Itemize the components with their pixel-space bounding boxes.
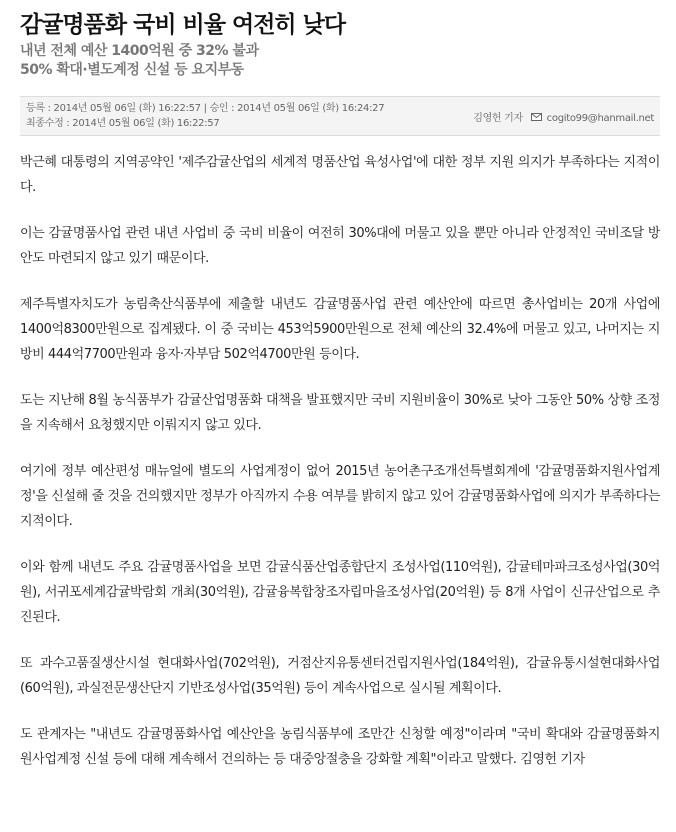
reporter-info [473, 109, 654, 124]
article-paragraph: 도 관계자는 "내년도 감귤명품화사업 예산안을 농림식품부에 조만간 신청할 예정"이라며 "국비 확대와 감귤명품화지원사업계정 신설 등에 대해 계속해서 건의하는 등 대중앙절충을 강화할 계획"이라고 말했다. 김영헌 기자 [20, 727, 660, 767]
article-meta-bar [20, 96, 660, 136]
subtitle-line-2: 50% 확대·별도계정 신설 등 요지부동 [20, 62, 244, 78]
meta-divider: | [203, 103, 210, 114]
subtitle-line-1: 내년 전체 예산 1400억원 중 32% 불과 [20, 43, 259, 59]
reporter-name: 김영헌 기자 [473, 113, 523, 124]
modified-date: 최종수정 : 2014년 05월 06일 (화) 16:22:57 [26, 118, 220, 129]
article-paragraph: 이와 함께 내년도 주요 감귤명품사업을 보면 감귤식품산업종합단지 조성사업(110억원), 감귤테마파크조성사업(30억원), 서귀포세계감귤박람회 개최(30억원), 감귤융복합창조자립마을조성사업(20억원) 등 8개 사업이 신규산업으로 추진된다. [20, 560, 660, 625]
reporter-email[interactable]: cogito99@hanmail.net [546, 113, 654, 124]
approved-date: 승인 : 2014년 05월 06일 (화) 16:24:27 [209, 103, 385, 114]
article-paragraph: 제주특별자치도가 농림축산식품부에 제출할 내년도 감귤명품사업 관련 예산안에 따르면 총사업비는 20개 사업에 1400억8300만원으로 집계됐다. 이 중 국비는 453억5900만원으로 전체 예산의 32.4%에 머물고 있고, 나머지는 지방비 444억7700만원과 융자·자부담 502억4700만원 등이다. [20, 297, 660, 362]
article-paragraph: 여기에 정부 예산편성 매뉴얼에 별도의 사업계정이 없어 2015년 농어촌구조개선특별회계에 '감귤명품화지원사업계정'을 신설해 줄 것을 건의했지만 정부가 아직까지 수용 여부를 밝히지 않고 있어 감귤명품화사업에 의지가 부족하다는 지적이다. [20, 464, 660, 529]
date-row-1 [26, 101, 384, 116]
article-body [20, 150, 660, 793]
article-paragraph: 도는 지난해 8월 농식품부가 감귤산업명품화 대책을 발표했지만 국비 지원비율이 30%로 낮아 그동안 50% 상향 조정을 지속해서 요청했지만 이뤄지지 않고 있다. [20, 393, 660, 433]
article-paragraph: 이는 감귤명품사업 관련 내년 사업비 중 국비 비율이 여전히 30%대에 머물고 있을 뿐만 아니라 안정적인 국비조달 방안도 마련되지 않고 있기 때문이다. [20, 226, 660, 266]
article-dates [26, 101, 384, 131]
date-row-2 [26, 116, 384, 131]
article-headline: 감귤명품화 국비 비율 여전히 낮다 [20, 12, 346, 38]
registered-date: 등록 : 2014년 05월 06일 (화) 16:22:57 [26, 103, 201, 114]
envelope-icon [531, 113, 542, 124]
article-paragraph: 박근혜 대통령의 지역공약인 '제주감귤산업의 세계적 명품산업 육성사업'에 대한 정부 지원 의지가 부족하다는 지적이다. [20, 155, 660, 195]
article-paragraph: 또 과수고품질생산시설 현대화사업(702억원), 거점산지유통센터건립지원사업(184억원), 감귤유통시설현대화사업(60억원), 과실전문생산단지 기반조성사업(35억원) 등이 계속사업으로 실시될 계획이다. [20, 656, 660, 696]
article-subtitle [20, 42, 258, 80]
